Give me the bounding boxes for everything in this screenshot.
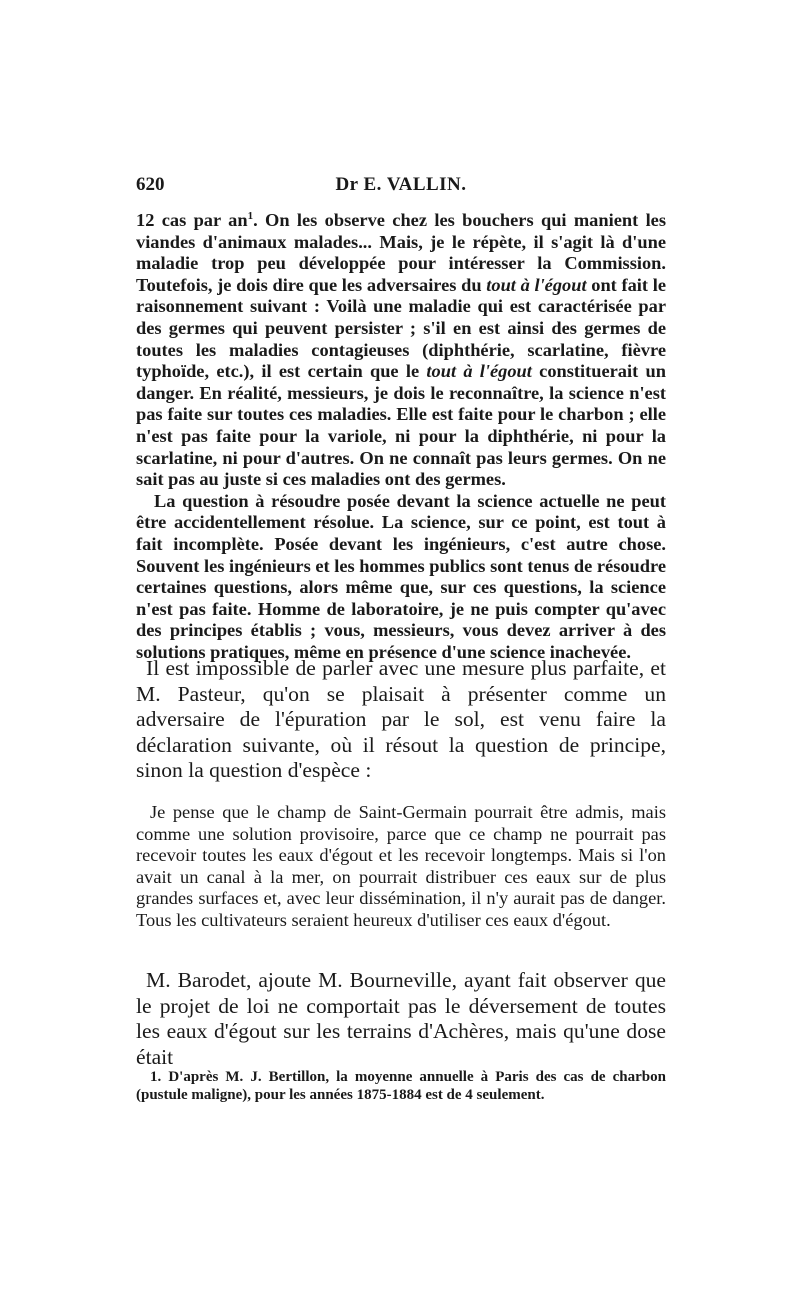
page-number: 620	[136, 174, 165, 195]
running-head: Dr E. VALLIN.	[335, 174, 467, 195]
quoted-speech-block	[136, 210, 666, 663]
footnote-marker: 1	[247, 209, 254, 222]
footnote: 1. D'après M. J. Bertillon, la moyenne annuelle à Paris des cas de charbon (pustule maligne), pour les années 1875-1884 est de 4 seulement.	[136, 1069, 666, 1104]
quoted-paragraph-1: 12 cas par $an^1$. On les observe chez les bouchers qui manient les viandes d'animaux malades... Mais, je le répète, il s'agit là d'une maladie trop peu développée pour intéresser la Commission. Toutefois, je dois dire que les adversaires du tout à l'égout ont fait le raisonnement suivant : Voilà une maladie qui est caractérisée par des germes qui peuvent persister ; s'il en est ainsi des germes de toutes les maladies contagieuses (diphthérie, scarlatine, fièvre typhoïde, etc.), il est certain que le tout à l'égout constituerait un danger. En réalité, messieurs, je dois le reconnaître, la science n'est pas faite sur toutes ces maladies. Elle est faite pour le charbon ; elle n'est pas faite pour la variole, ni pour la diphthérie, ni pour la scarlatine, ni pour d'autres. On ne connaît pas leurs germes. On ne sait pas au juste si ces maladies ont des germes.	[136, 209, 666, 490]
emphasis-term: tout à l'égout	[426, 361, 532, 382]
body-paragraph-2: M. Barodet, ajoute M. Bourneville, ayant fait observer que le projet de loi ne comportait pas le déversement de toutes les eaux d'égout sur les terrains d'Achères, mais qu'une dose était	[136, 968, 666, 1069]
emphasis-term: tout à l'égout	[486, 274, 587, 295]
page-header	[136, 174, 666, 200]
pasteur-quote: Je pense que le champ de Saint-Germain pourrait être admis, mais comme une solution provisoire, parce que ce champ ne pourrait pas recevoir toutes les eaux d'égout et les recevoir longtemps. Mais si l'on avait un canal à la mer, on pourrait distribuer ces eaux sur de plus grandes surfaces et, avec leur dissémination, il n'y aurait pas de danger. Tous les cultivateurs seraient heureux d'utiliser ces eaux d'égout.	[136, 802, 666, 930]
body-paragraph-1: Il est impossible de parler avec une mesure plus parfaite, et M. Pasteur, qu'on se plaisait à présenter comme un adversaire de l'épuration par le sol, est venu faire la déclaration suivante, où il résout la question de principe, sinon la question d'espèce :	[136, 656, 666, 783]
quoted-paragraph-2: La question à résoudre posée devant la science actuelle ne peut être accidentellement résolue. La science, sur ce point, est tout à fait incomplète. Posée devant les ingénieurs, c'est autre chose. Souvent les ingénieurs et les hommes publics sont tenus de résoudre certaines questions, alors même que, sur ces questions, la science n'est pas faite. Homme de laboratoire, je ne puis compter qu'avec des principes établis ; vous, messieurs, vous devez arriver à des solutions pratiques, même en présence d'une science inachevée.	[136, 490, 666, 662]
